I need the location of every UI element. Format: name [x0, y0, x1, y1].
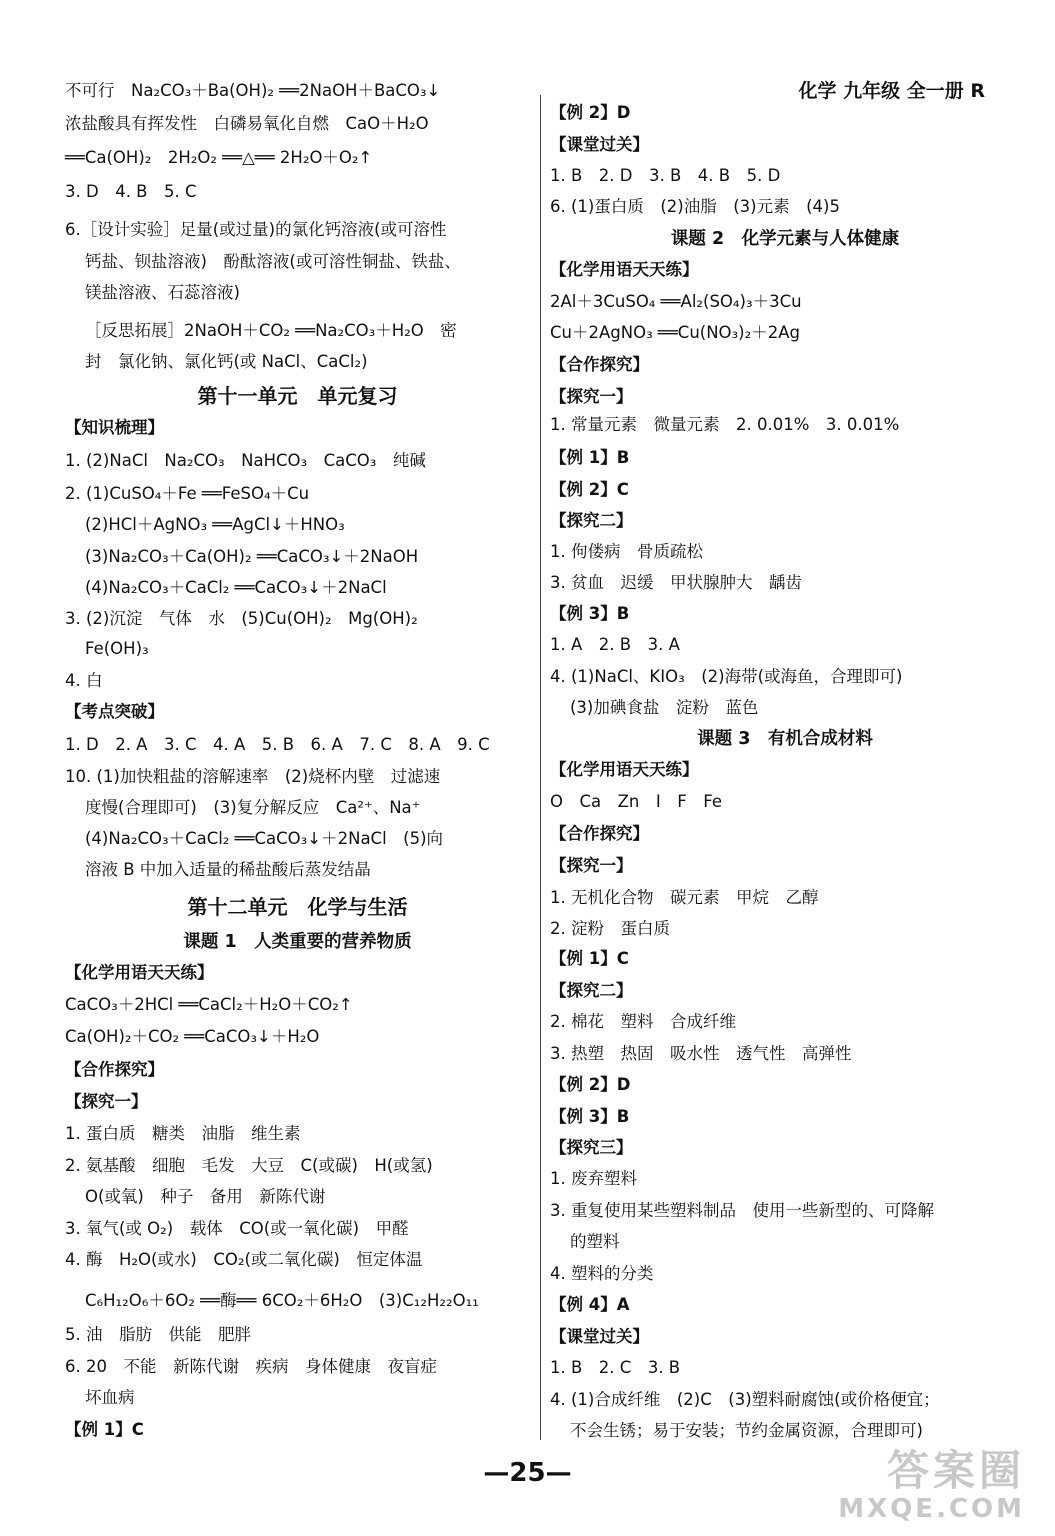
- watermark-url: MXQE.COM: [838, 1494, 1025, 1524]
- watermark-text: 答案圈: [886, 1446, 1025, 1495]
- column-divider: [540, 95, 541, 1440]
- answer-line: (3)加碘食盐 淀粉 蓝色: [570, 698, 759, 717]
- answer-line: 1. 废弃塑料: [550, 1169, 637, 1188]
- answer-line: 坏血病: [85, 1388, 135, 1407]
- answer-line: 2. 淀粉 蛋白质: [550, 919, 670, 938]
- section-label: 【课堂过关】: [550, 1327, 649, 1346]
- answer-line: ［反思拓展］2NaOH＋CO₂ ══Na₂CO₃＋H₂O 密: [85, 321, 457, 340]
- answer-line: 4. 塑料的分类: [550, 1264, 654, 1283]
- answer-line: ══Ca(OH)₂ 2H₂O₂ ══△══ 2H₂O＋O₂↑: [65, 148, 373, 167]
- section-label: 【化学用语天天练】: [65, 963, 214, 982]
- answer-line: 不可行 Na₂CO₃＋Ba(OH)₂ ══2NaOH＋BaCO₃↓: [65, 81, 441, 100]
- section-label: 【探究二】: [550, 981, 633, 1000]
- answer-line: 1. (2)NaCl Na₂CO₃ NaHCO₃ CaCO₃ 纯碱: [65, 451, 426, 470]
- answer-line: 2. 棉花 塑料 合成纤维: [550, 1012, 736, 1031]
- answer-line: (4)Na₂CO₃＋CaCl₂ ══CaCO₃↓＋2NaCl: [85, 578, 387, 597]
- section-label: 【考点突破】: [65, 702, 164, 721]
- answer-line: 2Al＋3CuSO₄ ══Al₂(SO₄)₃＋3Cu: [550, 292, 802, 311]
- section-label: 【探究一】: [550, 856, 633, 875]
- answer-line: C₆H₁₂O₆＋6O₂ ══酶══ 6CO₂＋6H₂O (3)C₁₂H₂₂O₁₁: [85, 1291, 479, 1310]
- answer-line: (3)Na₂CO₃＋Ca(OH)₂ ══CaCO₃↓＋2NaOH: [85, 547, 419, 566]
- section-label: 【例 2】C: [550, 480, 629, 499]
- answer-line: CaCO₃＋2HCl ══CaCl₂＋H₂O＋CO₂↑: [65, 995, 353, 1014]
- answer-line: 1. 蛋白质 糖类 油脂 维生素: [65, 1124, 301, 1143]
- answer-line: 溶液 B 中加入适量的稀盐酸后蒸发结晶: [85, 860, 371, 879]
- answer-line: 1. D 2. A 3. C 4. A 5. B 6. A 7. C 8. A 9. C: [65, 735, 490, 754]
- answer-line: 1. A 2. B 3. A: [550, 635, 680, 654]
- lesson-title: 课题 2 化学元素与人体健康: [670, 229, 900, 249]
- answer-line: 3. 重复使用某些塑料制品 使用一些新型的、可降解: [550, 1201, 934, 1220]
- page-header: 化学 九年级 全一册 R: [798, 80, 985, 102]
- answer-line: 6. 20 不能 新陈代谢 疾病 身体健康 夜盲症: [65, 1357, 437, 1376]
- answer-line: 3. 氧气(或 O₂) 载体 CO(或一氧化碳) 甲醛: [65, 1219, 409, 1238]
- answer-line: 6.［设计实验］足量(或过量)的氯化钙溶液(或可溶性: [65, 220, 447, 239]
- section-label: 【合作探究】: [550, 355, 649, 374]
- section-label: 【探究一】: [550, 387, 633, 406]
- answer-line: 1. 无机化合物 碳元素 甲烷 乙醇: [550, 888, 819, 907]
- lesson-title: 课题 3 有机合成材料: [697, 729, 873, 749]
- page-number: —25—: [483, 1458, 572, 1488]
- answer-line: 浓盐酸具有挥发性 白磷易氧化自燃 CaO＋H₂O: [65, 114, 429, 133]
- answer-line: 3. 热塑 热固 吸水性 透气性 高弹性: [550, 1044, 852, 1063]
- answer-line: 1. 佝偻病 骨质疏松: [550, 542, 703, 561]
- answer-line: 的塑料: [570, 1232, 620, 1251]
- watermark-logo: [825, 1448, 1025, 1528]
- section-label: 【例 4】A: [550, 1295, 630, 1314]
- section-label: 【例 1】B: [550, 448, 630, 467]
- answer-line: 4. 白: [65, 671, 103, 690]
- section-label: 【化学用语天天练】: [550, 760, 699, 779]
- answer-line: (4)Na₂CO₃＋CaCl₂ ══CaCO₃↓＋2NaCl (5)向: [85, 829, 444, 848]
- unit-title: 第十一单元 单元复习: [197, 384, 398, 408]
- answer-line: Ca(OH)₂＋CO₂ ══CaCO₃↓＋H₂O: [65, 1027, 320, 1046]
- answer-line: (2)HCl＋AgNO₃ ══AgCl↓＋HNO₃: [85, 515, 345, 534]
- answer-line: 3. 贫血 迟缓 甲状腺肿大 龋齿: [550, 573, 802, 592]
- answer-line: 2. (1)CuSO₄＋Fe ══FeSO₄＋Cu: [65, 484, 310, 503]
- answer-line: 钙盐、钡盐溶液) 酚酞溶液(或可溶性铜盐、铁盐、: [85, 252, 461, 271]
- section-label: 【探究二】: [550, 511, 633, 530]
- answer-line: 4. (1)合成纤维 (2)C (3)塑料耐腐蚀(或价格便宜；: [550, 1390, 940, 1409]
- answer-line: Fe(OH)₃: [85, 639, 149, 658]
- section-label: 【例 1】C: [550, 949, 629, 968]
- answer-line: Cu＋2AgNO₃ ══Cu(NO₃)₂＋2Ag: [550, 323, 800, 342]
- answer-line: 6. (1)蛋白质 (2)油脂 (3)元素 (4)5: [550, 197, 840, 216]
- section-label: 【化学用语天天练】: [550, 260, 699, 279]
- section-label: 【课堂过关】: [550, 135, 649, 154]
- section-label: 【探究一】: [65, 1092, 148, 1111]
- answer-line: 4. 酶 H₂O(或水) CO₂(或二氧化碳) 恒定体温: [65, 1250, 423, 1269]
- answer-line: 3. D 4. B 5. C: [65, 182, 197, 201]
- answer-line: 4. (1)NaCl、KIO₃ (2)海带(或海鱼，合理即可): [550, 667, 903, 686]
- answer-line: 10. (1)加快粗盐的溶解速率 (2)烧杯内壁 过滤速: [65, 767, 441, 786]
- answer-line: 3. (2)沉淀 气体 水 (5)Cu(OH)₂ Mg(OH)₂: [65, 609, 418, 628]
- section-label: 【例 3】B: [550, 1107, 630, 1126]
- lesson-title: 课题 1 人类重要的营养物质: [183, 932, 412, 952]
- section-label: 【合作探究】: [65, 1060, 164, 1079]
- answer-line: 度慢(合理即可) (3)复分解反应 Ca²⁺、Na⁺: [85, 798, 421, 817]
- section-label: 【例 1】C: [65, 1420, 144, 1439]
- answer-line: 镁盐溶液、石蕊溶液): [85, 283, 240, 302]
- answer-line: 不会生锈；易于安装；节约金属资源，合理即可): [570, 1421, 923, 1440]
- answer-line: 5. 油 脂肪 供能 肥胖: [65, 1325, 251, 1344]
- answer-line: 封 氯化钠、氯化钙(或 NaCl、CaCl₂): [85, 352, 368, 371]
- answer-line: O(或氧) 种子 备用 新陈代谢: [85, 1187, 326, 1206]
- section-label: 【知识梳理】: [65, 418, 164, 437]
- section-label: 【例 2】D: [550, 103, 631, 122]
- section-label: 【探究三】: [550, 1138, 633, 1157]
- section-label: 【例 2】D: [550, 1075, 631, 1094]
- answer-line: 1. 常量元素 微量元素 2. 0.01% 3. 0.01%: [550, 415, 900, 434]
- section-label: 【合作探究】: [550, 824, 649, 843]
- unit-title: 第十二单元 化学与生活: [187, 895, 408, 919]
- answer-line: 1. B 2. C 3. B: [550, 1358, 681, 1377]
- answer-line: O Ca Zn I F Fe: [550, 792, 722, 811]
- answer-line: 1. B 2. D 3. B 4. B 5. D: [550, 166, 781, 185]
- answer-line: 2. 氨基酸 细胞 毛发 大豆 C(或碳) H(或氢): [65, 1156, 433, 1175]
- section-label: 【例 3】B: [550, 604, 630, 623]
